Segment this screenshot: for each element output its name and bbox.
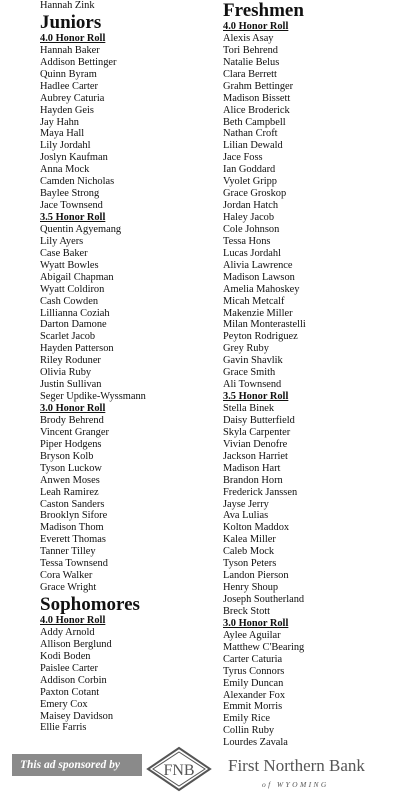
student-name: Alexander Fox: [223, 689, 286, 701]
student-name: Haley Jacob: [223, 212, 275, 223]
student-name: Quinn Byram: [40, 68, 97, 80]
student-name: Anna Mock: [40, 164, 90, 176]
student-name: Tori Behrend: [223, 44, 278, 56]
student-name: Justin Sullivan: [40, 379, 102, 391]
student-name: Paislee Carter: [40, 662, 98, 674]
student-name: Kolton Maddox: [223, 522, 290, 534]
student-name: Addison Bettinger: [40, 56, 117, 68]
student-name: Alexis Asay: [223, 32, 274, 44]
student-name: Joslyn Kaufman: [40, 152, 108, 164]
student-name: Darton Damone: [40, 319, 107, 331]
student-name: Madison Bissett: [223, 92, 291, 104]
student-name: Vyolet Gripp: [223, 176, 277, 188]
student-name: Riley Roduner: [40, 355, 101, 367]
student-name: Jayse Jerry: [223, 498, 269, 510]
student-name: Wyatt Bowles: [40, 259, 99, 271]
student-name: Milan Monterastelli: [223, 319, 306, 331]
student-name: Vincent Granger: [40, 426, 109, 438]
student-name: Wyatt Coldiron: [40, 283, 105, 295]
fnb-logo-icon: [136, 744, 222, 794]
student-name: Grace Smith: [223, 367, 276, 379]
student-name: Addy Arnold: [40, 626, 95, 638]
student-name: Amelia Mahoskey: [223, 283, 300, 295]
student-name: Aylee Aguilar: [223, 629, 281, 641]
class-heading: Sophomores: [40, 594, 140, 615]
student-name: Natalie Belus: [223, 56, 280, 68]
student-name: Cole Johnson: [223, 223, 280, 235]
student-name: Paxton Cotant: [40, 686, 100, 698]
student-name: Maya Hall: [40, 128, 85, 140]
class-heading: Freshmen: [223, 0, 304, 21]
student-name: Scarlet Jacob: [40, 331, 96, 343]
student-name: Jace Foss: [223, 152, 263, 164]
student-name: Maisey Davidson: [40, 710, 114, 722]
student-name: Stella Binek: [223, 403, 275, 414]
student-name: Alice Broderick: [223, 104, 290, 116]
honor-roll-heading: 4.0 Honor Roll: [40, 615, 106, 626]
student-name: Alivia Lawrence: [223, 259, 293, 271]
student-name: Grahm Bettinger: [223, 80, 294, 92]
student-name: Cash Cowden: [40, 295, 99, 307]
honor-roll-heading: 3.0 Honor Roll: [40, 403, 106, 414]
student-name: Beth Campbell: [223, 116, 286, 128]
student-name: Carter Caturia: [223, 653, 283, 665]
student-name: Lucas Jordahl: [223, 247, 281, 259]
student-name: Lourdes Zavala: [223, 737, 288, 749]
honor-roll-heading: 3.0 Honor Roll: [223, 617, 289, 629]
student-name: Ali Townsend: [223, 379, 282, 391]
student-name: Hadlee Carter: [40, 80, 98, 92]
student-name: Caleb Mock: [223, 546, 275, 558]
student-name: Cora Walker: [40, 570, 93, 582]
student-name: Lily Ayers: [40, 235, 84, 247]
student-name: Tanner Tilley: [40, 546, 96, 558]
student-name: Grace Groskop: [223, 188, 287, 200]
bank-subtitle: of WYOMING: [262, 780, 329, 789]
student-name: Quentin Agyemang: [40, 223, 122, 235]
student-name: Everett Thomas: [40, 534, 106, 546]
logo-text: FNB: [163, 762, 195, 779]
student-name: Emery Cox: [40, 698, 88, 710]
student-name: Clara Berrett: [223, 68, 277, 80]
student-name: Tyrus Connors: [223, 665, 285, 677]
student-name: Tyson Peters: [223, 558, 277, 570]
student-name: Jace Townsend: [40, 200, 103, 212]
student-name: Baylee Strong: [40, 188, 100, 200]
student-name: Breck Stott: [223, 605, 271, 617]
student-name: Leah Ramirez: [40, 486, 99, 498]
class-heading: Juniors: [40, 11, 102, 33]
student-name: Micah Metcalf: [223, 295, 285, 307]
student-name: Aubrey Caturia: [40, 92, 105, 104]
student-name: Kodi Boden: [40, 650, 91, 662]
student-name: Seger Updike-Wyssmann: [40, 391, 146, 403]
student-name: Skyla Carpenter: [223, 426, 291, 438]
sponsor-banner: [0, 744, 415, 797]
student-name: Makenzie Miller: [223, 307, 293, 319]
student-name: Olivia Ruby: [40, 367, 92, 379]
student-name: Bryson Kolb: [40, 450, 94, 462]
student-name: Brooklyn Sifore: [40, 510, 108, 522]
student-name: Hayden Geis: [40, 104, 94, 116]
student-name: Hannah Zink: [40, 0, 95, 11]
student-name: Lillianna Coziah: [40, 307, 110, 319]
student-name: Madison Lawson: [223, 271, 295, 283]
honor-roll-heading: 4.0 Honor Roll: [223, 21, 289, 32]
honor-roll-heading: 3.5 Honor Roll: [223, 391, 289, 403]
student-name: Madison Hart: [223, 462, 281, 474]
student-name: Emily Rice: [223, 713, 271, 725]
student-name: Lilian Dewald: [223, 140, 283, 152]
student-name: Grace Wright: [40, 582, 97, 594]
student-name: Tessa Townsend: [40, 558, 108, 570]
student-name: Brody Behrend: [40, 414, 104, 426]
right-column: [223, 0, 403, 749]
honor-roll-heading: 4.0 Honor Roll: [40, 32, 106, 44]
student-name: Emmit Morris: [223, 701, 283, 713]
student-name: Henry Shoup: [223, 582, 279, 594]
bank-name: First Northern Bank: [228, 756, 365, 775]
student-name: Abigail Chapman: [40, 271, 114, 283]
student-name: Kalea Miller: [223, 534, 276, 546]
student-name: Hayden Patterson: [40, 343, 114, 355]
student-name: Camden Nicholas: [40, 176, 115, 188]
student-name: Vivian Denofre: [223, 438, 288, 450]
student-name: Ava Lulias: [223, 510, 269, 522]
student-name: Lily Jordahl: [40, 140, 91, 152]
student-name: Addison Corbin: [40, 674, 107, 686]
student-name: Ellie Farris: [40, 722, 87, 734]
student-name: Landon Pierson: [223, 570, 289, 582]
student-name: Nathan Croft: [223, 128, 278, 140]
student-name: Case Baker: [40, 247, 88, 259]
student-name: Gavin Shavlik: [223, 355, 283, 367]
student-name: Tyson Luckow: [40, 462, 102, 474]
student-name: Anwen Moses: [40, 474, 100, 486]
student-name: Tessa Hons: [223, 235, 271, 247]
student-name: Caston Sanders: [40, 498, 105, 510]
student-name: Hannah Baker: [40, 44, 100, 56]
left-column: [40, 0, 215, 734]
student-name: Jackson Harriet: [223, 450, 288, 462]
student-name: Madison Thom: [40, 522, 104, 534]
honor-roll-heading: 3.5 Honor Roll: [40, 212, 106, 223]
sponsor-text: This ad sponsored by: [12, 754, 142, 776]
student-name: Collin Ruby: [223, 725, 275, 737]
student-name: Grey Ruby: [223, 343, 269, 355]
student-name: Matthew C'Bearing: [223, 641, 305, 653]
student-name: Jay Hahn: [40, 116, 79, 128]
student-name: Brandon Horn: [223, 474, 283, 486]
student-name: Peyton Rodriguez: [223, 331, 298, 343]
student-name: Piper Hodgens: [40, 438, 102, 450]
student-name: Ian Goddard: [223, 164, 276, 176]
student-name: Allison Berglund: [40, 638, 112, 650]
student-name: Jordan Hatch: [223, 200, 279, 212]
student-name: Frederick Janssen: [223, 486, 298, 498]
student-name: Joseph Southerland: [223, 594, 305, 605]
student-name: Daisy Butterfield: [223, 414, 295, 426]
student-name: Emily Duncan: [223, 677, 284, 689]
